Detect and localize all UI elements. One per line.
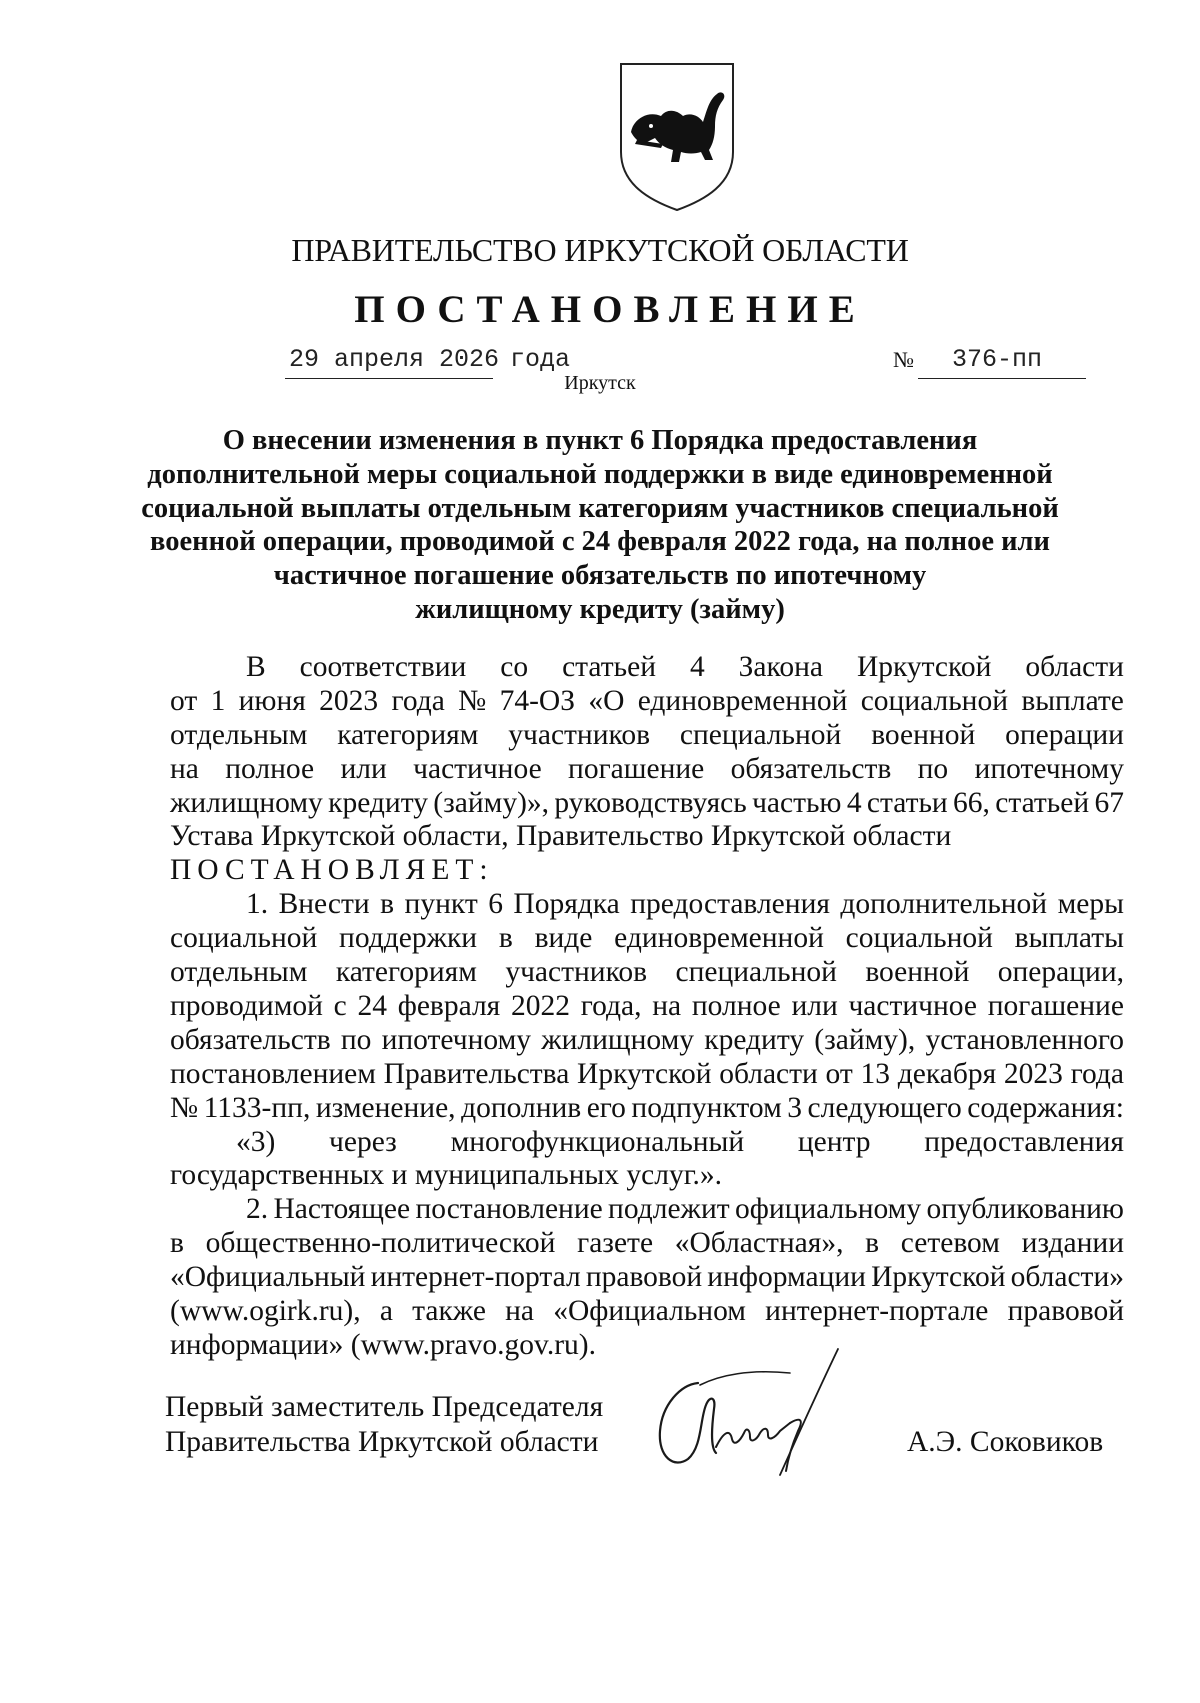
document-date: 29 апреля 2026 [289, 345, 500, 374]
word: его [586, 1092, 626, 1124]
word: Иркутской [577, 1058, 712, 1090]
word: Настоящее [273, 1193, 411, 1225]
word: области [719, 1058, 818, 1090]
word: Правительства [383, 1058, 570, 1090]
title-line: жилищному кредиту (займу) [415, 594, 785, 625]
document-date-suffix: года [510, 345, 571, 374]
word: выплаты [1014, 922, 1124, 954]
word: (займу)», [433, 787, 550, 819]
word: 2. [246, 1193, 269, 1225]
word: на [505, 1295, 535, 1327]
word: специальной [679, 719, 842, 751]
title-line: социальной выплаты отдельным категориям участников специальной [141, 493, 1059, 524]
irkutsk-coat-of-arms-icon [617, 60, 737, 212]
word: единовременной [614, 922, 824, 954]
word: единовременной [637, 685, 848, 717]
word: 4 [689, 651, 705, 683]
word: 2023 [1003, 1058, 1063, 1090]
item1-line [170, 992, 1124, 1022]
word: декабря [897, 1058, 997, 1090]
word: 2023 [319, 685, 379, 717]
word: от [170, 685, 198, 717]
word: подлежит [608, 1193, 730, 1225]
item1-line [170, 924, 1124, 954]
word: кредиту [704, 1024, 805, 1056]
word: в [865, 1227, 880, 1259]
word: с [333, 990, 347, 1022]
word: издании [1021, 1227, 1124, 1259]
document-number: 376-пп [952, 345, 1043, 374]
word: частью [752, 787, 842, 819]
word: руководствуясь [554, 787, 747, 819]
word: через [329, 1126, 397, 1158]
word: также [412, 1295, 486, 1327]
word: поддержки [339, 922, 478, 954]
word: правовой [585, 1261, 703, 1293]
word: от [825, 1058, 853, 1090]
resolves-keyword: ПОСТАНОВЛЯЕТ: [170, 854, 494, 886]
word: или [340, 753, 387, 785]
word: статьи [866, 787, 948, 819]
word: области» [1010, 1261, 1124, 1293]
word: следующего [807, 1092, 962, 1124]
word: Иркутской [856, 651, 992, 683]
word: Внести [278, 888, 370, 920]
word: информации [707, 1261, 866, 1293]
word: правовой [1007, 1295, 1124, 1327]
document-type: ПОСТАНОВЛЕНИЕ [354, 288, 866, 331]
word: полное [225, 753, 315, 785]
word: соответствии [299, 651, 467, 683]
word: 24 [357, 990, 387, 1022]
word: февраля [397, 990, 501, 1022]
word: по [340, 1024, 372, 1056]
word: 74-ОЗ [499, 685, 576, 717]
word: выплате [1021, 685, 1124, 717]
word: дополнив [461, 1092, 582, 1124]
title-line: О внесении изменения в пункт 6 Порядка предоставления [222, 425, 978, 456]
word: участников [505, 956, 648, 988]
word: сетевом [900, 1227, 1000, 1259]
word: участников [508, 719, 651, 751]
word: социальной [170, 922, 318, 954]
word: полное [691, 990, 781, 1022]
word: военной [865, 956, 970, 988]
word: отдельным [170, 956, 308, 988]
number-sign: № [893, 347, 914, 372]
signer-name: А.Э. Соковиков [907, 1426, 1104, 1458]
word: военной [871, 719, 976, 751]
word: ипотечному [381, 1024, 532, 1056]
word: «Официальном [553, 1295, 746, 1327]
word: 2022 [510, 990, 570, 1022]
word: «3) [236, 1126, 276, 1158]
word: 4 [846, 787, 862, 819]
word: Иркутской [871, 1261, 1006, 1293]
word: а [379, 1295, 393, 1327]
word: установленного [925, 1024, 1124, 1056]
preamble-line: Устава Иркутской области, Правительство Иркутской области [170, 820, 952, 852]
word: жилищному [541, 1024, 695, 1056]
word: № [458, 685, 487, 717]
word: виде [534, 922, 593, 954]
item1-line [170, 1026, 1124, 1056]
item1-line [170, 1094, 1124, 1124]
item2-line [170, 1229, 1124, 1259]
preamble-line [170, 755, 1124, 785]
signatory-position-line: Правительства Иркутской области [165, 1426, 599, 1458]
word: предоставления [924, 1126, 1124, 1158]
word: многофункциональный [450, 1126, 745, 1158]
word: погашение [568, 753, 705, 785]
word: кредиту [328, 787, 428, 819]
word: постановление [415, 1193, 603, 1225]
word: или [791, 990, 838, 1022]
word: изменение, [315, 1092, 456, 1124]
word: на [170, 753, 199, 785]
word: предоставления [630, 888, 830, 920]
title-line: военной операции, проводимой с 24 февраля 2022 года, на полное или [150, 526, 1050, 557]
word: Закона [738, 651, 823, 683]
subitem3-line [236, 1128, 1124, 1158]
subitem3-line: государственных и муниципальных услуг.». [170, 1159, 723, 1191]
item1-line [170, 958, 1124, 988]
word: 66, [953, 787, 990, 819]
word: опубликованию [926, 1193, 1124, 1225]
word: 67 [1094, 787, 1124, 819]
word: года [391, 685, 445, 717]
item2-line [170, 1263, 1124, 1293]
word: проводимой [170, 990, 323, 1022]
word: области [1025, 651, 1124, 683]
preamble-line [170, 789, 1124, 819]
word: социальной [845, 922, 993, 954]
item1-line [246, 890, 1124, 920]
word: Порядка [513, 888, 620, 920]
preamble-line [170, 721, 1124, 751]
word: газете [577, 1227, 654, 1259]
word: категориям [337, 719, 479, 751]
preamble-line [170, 687, 1124, 717]
word: частичное [413, 753, 542, 785]
word: в [498, 922, 513, 954]
word: отдельным [170, 719, 308, 751]
word: года [1070, 1058, 1124, 1090]
word: в [170, 1227, 184, 1259]
word: категориям [335, 956, 477, 988]
word: погашение [987, 990, 1124, 1022]
word: содержания: [967, 1092, 1124, 1124]
word: со [500, 651, 529, 683]
handwritten-signature-icon [640, 1335, 870, 1500]
word: жилищному [170, 787, 323, 819]
word: постановлением [170, 1058, 376, 1090]
word: июня [238, 685, 306, 717]
item2-line: информации» (www.pravo.gov.ru). [170, 1329, 597, 1361]
word: операции [1005, 719, 1124, 751]
word: «Официальный [170, 1261, 366, 1293]
word: интернет-портал [370, 1261, 581, 1293]
word: меры [1057, 888, 1124, 920]
word: обязательств [170, 1024, 331, 1056]
word: 13 [860, 1058, 891, 1090]
authority-name: ПРАВИТЕЛЬСТВО ИРКУТСКОЙ ОБЛАСТИ [291, 232, 909, 268]
item1-line [170, 1060, 1124, 1090]
word: на [652, 990, 682, 1022]
word: 1133-пп, [203, 1092, 311, 1124]
word: дополнительной [840, 888, 1048, 920]
word: официальному [734, 1193, 922, 1225]
word: социальной [860, 685, 1008, 717]
word: (www.ogirk.ru), [170, 1295, 361, 1327]
word: пункт [404, 888, 478, 920]
word: ипотечному [974, 753, 1124, 785]
word: В [246, 651, 266, 683]
document-place: Иркутск [564, 372, 636, 394]
word: по [917, 753, 949, 785]
word: 1. [246, 888, 269, 920]
word: операции, [997, 956, 1124, 988]
word: 6 [488, 888, 503, 920]
word: частичное [848, 990, 977, 1022]
preamble-line [246, 653, 1124, 683]
word: года, [580, 990, 642, 1022]
word: интернет-портале [765, 1295, 989, 1327]
word: (займу), [814, 1024, 916, 1056]
signatory-position-line: Первый заместитель Председателя [165, 1391, 604, 1423]
word: 3 [787, 1092, 802, 1124]
word: статьей [562, 651, 656, 683]
title-line: частичное погашение обязательств по ипотечному [273, 560, 927, 591]
word: обязательств [730, 753, 892, 785]
word: 1 [210, 685, 226, 717]
word: № [170, 1092, 199, 1124]
word: статьей [995, 787, 1090, 819]
word: «Областная», [674, 1227, 844, 1259]
item2-line [246, 1195, 1124, 1225]
item2-line [170, 1297, 1124, 1327]
word: специальной [675, 956, 837, 988]
word: «О [588, 685, 625, 717]
word: общественно-политической [205, 1227, 556, 1259]
word: в [380, 888, 395, 920]
title-line: дополнительной меры социальной поддержки в виде единовременной [147, 459, 1053, 490]
word: центр [797, 1126, 871, 1158]
word: подпунктом [631, 1092, 782, 1124]
